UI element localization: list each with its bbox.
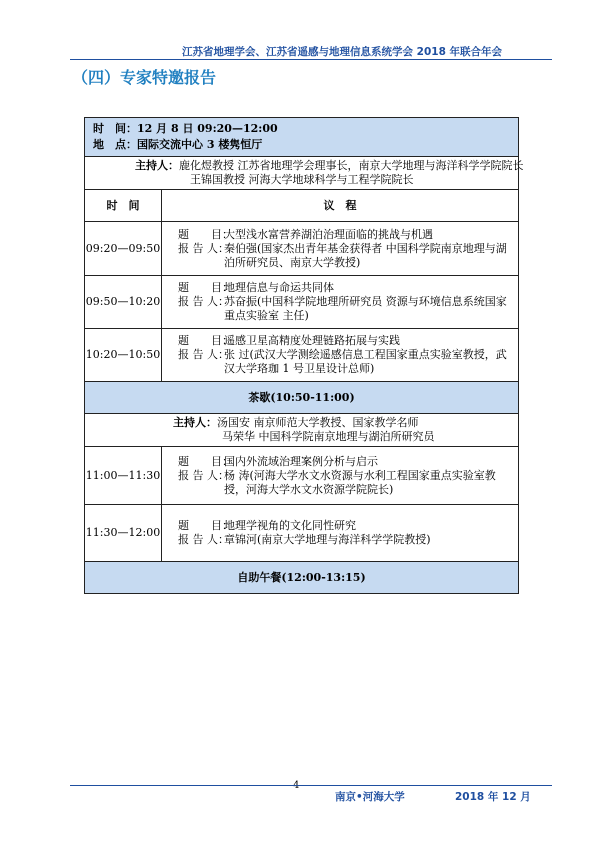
time-label: 时 间： — [93, 122, 137, 135]
header-divider — [70, 59, 552, 60]
session-time-cell: 09:20—09:50 — [85, 222, 162, 276]
section-title: （四）专家特邀报告 — [72, 68, 217, 87]
session-speaker: 苏奋振(中国科学院地理所研究员 资源与环境信息系统国家重点实验室 主任) — [224, 295, 507, 322]
session-info-cell — [85, 118, 519, 157]
topic-label: 题 目： — [178, 281, 233, 294]
session-speaker: 秦伯强(国家杰出青年基金获得者 中国科学院南京地理与湖泊所研究员、南京大学教授) — [224, 241, 507, 269]
session-speaker: 杨 涛(河海大学水文水资源与水利工程国家重点实验室教授，河海大学水文水资源学院院长) — [224, 468, 496, 496]
topic-label: 题 目： — [178, 454, 233, 468]
table-row — [85, 329, 519, 382]
speaker-label: 报 告 人： — [178, 241, 229, 255]
lunch-row — [85, 562, 519, 594]
table-row — [85, 505, 519, 562]
column-header-agenda: 议 程 — [162, 190, 519, 222]
speaker-label: 报 告 人： — [178, 533, 229, 546]
session-program-cell — [162, 505, 519, 562]
table-row — [85, 447, 519, 505]
topic-label: 题 目： — [178, 334, 233, 347]
info-row — [85, 118, 519, 157]
tea-break-row — [85, 382, 519, 414]
session-program-cell — [162, 276, 519, 329]
session-topic: 遥感卫星高精度处理链路拓展与实践 — [224, 334, 400, 347]
document-header-title: 江苏省地理学会、江苏省遥感与地理信息系统学会 2018 年联合年会 — [182, 46, 503, 58]
session-speaker: 章锦河(南京大学地理与海洋科学学院教授) — [224, 533, 431, 546]
topic-label: 题 目： — [178, 227, 233, 241]
session-topic: 大型浅水富营养湖泊治理面临的挑战与机遇 — [224, 227, 433, 241]
session-time-cell: 09:50—10:20 — [85, 276, 162, 329]
time-value: 12 月 8 日 09:20—12:00 — [137, 122, 278, 135]
host-line-1: 汤国安 南京师范大学教授、国家教学名师 — [217, 416, 419, 429]
table-row — [85, 222, 519, 276]
speaker-label: 报 告 人： — [178, 468, 229, 482]
place-value: 国际交流中心 3 楼隽恒厅 — [137, 138, 263, 151]
page-number: 4 — [293, 780, 300, 791]
host-label: 主持人： — [173, 416, 217, 429]
session-program-cell — [162, 222, 519, 276]
host-cell-1 — [85, 157, 524, 190]
table-row — [85, 276, 519, 329]
host-line-2: 马荣华 中国科学院南京地理与湖泊所研究员 — [222, 430, 435, 443]
session-time-cell: 11:30—12:00 — [85, 505, 162, 562]
session-program-cell — [162, 329, 519, 382]
footer-organizer: 南京•河海大学 — [335, 791, 405, 803]
column-header-time: 时 间 — [85, 190, 162, 222]
session-topic: 地理信息与命运共同体 — [224, 281, 334, 294]
host-cell-2 — [85, 414, 519, 447]
column-header-row — [85, 190, 519, 222]
session-topic: 国内外流域治理案例分析与启示 — [224, 454, 378, 468]
tea-break: 茶歇(10:50-11:00) — [85, 382, 519, 414]
agenda-table — [84, 117, 524, 594]
session-place — [93, 137, 510, 153]
topic-label: 题 目： — [178, 519, 233, 532]
host-label: 主持人： — [135, 159, 179, 172]
session-topic: 地理学视角的文化同性研究 — [224, 519, 356, 532]
session-time-cell: 10:20—10:50 — [85, 329, 162, 382]
session-time-cell: 11:00—11:30 — [85, 447, 162, 505]
session-program-cell — [162, 447, 519, 505]
host-row-2 — [85, 414, 519, 447]
host-line-1: 鹿化煜教授 江苏省地理学会理事长，南京大学地理与海洋科学学院院长 — [179, 159, 524, 172]
session-speaker: 张 过(武汉大学测绘遥感信息工程国家重点实验室教授，武汉大学珞珈 1 号卫星设计总师) — [224, 348, 507, 375]
footer-date: 2018 年 12 月 — [455, 791, 531, 803]
speaker-label: 报 告 人： — [178, 295, 229, 308]
place-label: 地 点： — [93, 138, 137, 151]
speaker-label: 报 告 人： — [178, 348, 229, 361]
footer-divider — [70, 785, 552, 786]
host-line-2: 王锦国教授 河海大学地球科学与工程学院院长 — [190, 173, 414, 186]
host-row-1 — [85, 157, 519, 190]
lunch-break: 自助午餐(12:00-13:15) — [85, 562, 519, 594]
session-time — [93, 121, 510, 137]
